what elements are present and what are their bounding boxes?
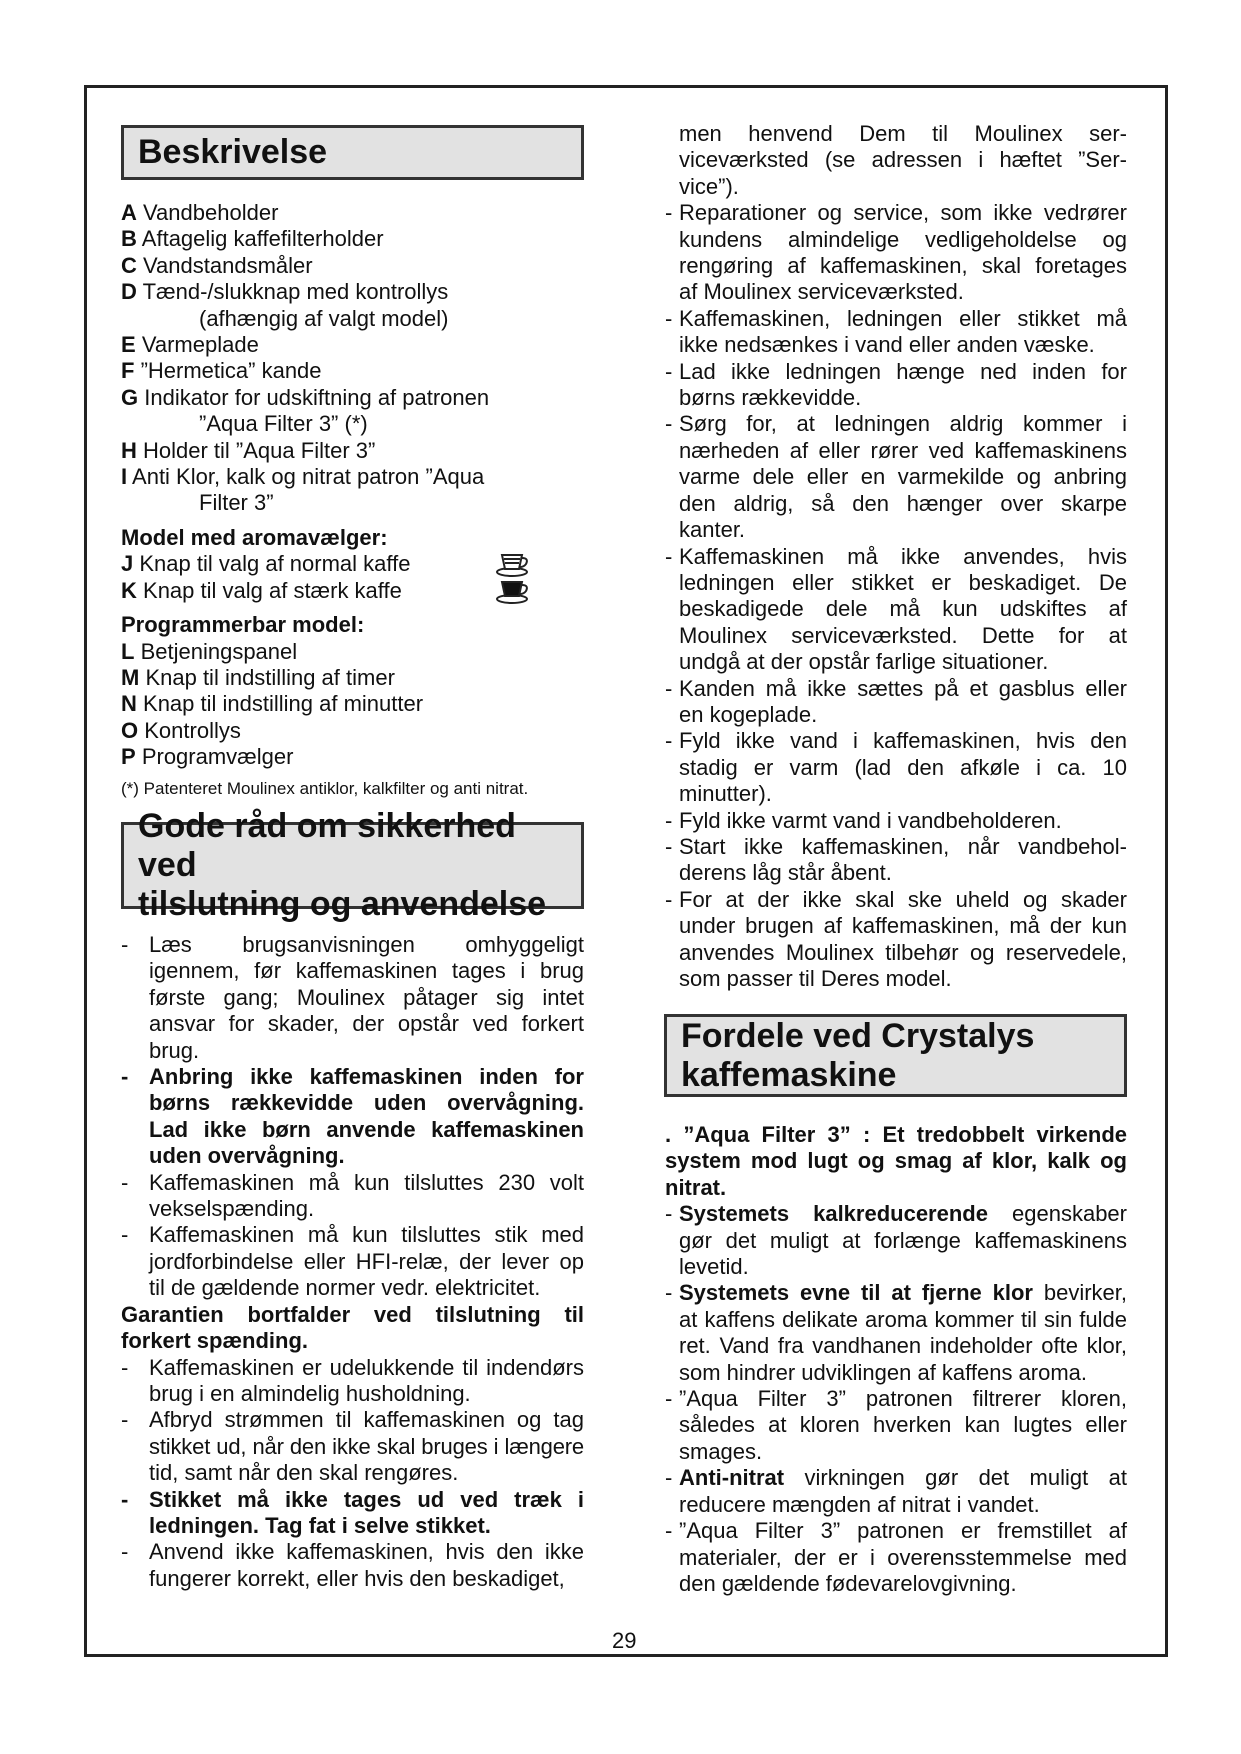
text-line: system mod lugt og smag af klor, kalk og <box>665 1148 1127 1174</box>
text-line: første gang; Moulinex påtager sig intet <box>149 984 584 1010</box>
list-item <box>665 1201 1127 1280</box>
list-item <box>665 411 1127 543</box>
text-line: gør det muligt at forlænge kaffemaskinens <box>679 1227 1127 1253</box>
text-line: Kanden må ikke sættes på et gasblus eller <box>679 675 1127 701</box>
heading-line: kaffemaskine <box>681 1055 897 1094</box>
part-letter: C <box>121 252 137 278</box>
text-line: den gældende fødevarelovgivning. <box>679 1570 1017 1596</box>
text-line: nærheden af eller rører ved kaffemaskinens <box>679 437 1127 463</box>
list-item-part-a <box>121 200 584 226</box>
part-letter: B <box>121 226 137 252</box>
part-label: Knap til indstilling af timer <box>145 664 395 690</box>
list-item-part-n <box>121 691 584 717</box>
section-heading-description <box>121 125 584 180</box>
part-label: ”Hermetica” kande <box>140 358 322 384</box>
text-line: Garantien bortfalder ved tilslutning til <box>121 1301 584 1327</box>
text-phrase: virkningen gør det muligt at <box>784 1465 1127 1491</box>
list-item <box>121 1222 584 1301</box>
bullet-dash: - <box>665 411 673 437</box>
text-line: børns rækkevidde. <box>679 385 862 411</box>
text-line: Kaffemaskinen, ledningen eller stikket må <box>679 305 1127 331</box>
list-item <box>665 1386 1127 1465</box>
text-line: af Moulinex serviceværksted. <box>679 279 964 305</box>
part-label: Knap til valg af stærk kaffe <box>143 577 402 603</box>
text-line: den aldrig, så den hænger over skarpe <box>679 490 1127 516</box>
bullet-dash: - <box>665 1518 673 1544</box>
list-item-part-l <box>121 639 584 665</box>
text-line: For at der ikke skal ske uheld og skader <box>679 886 1127 912</box>
list-item <box>665 887 1127 993</box>
part-letter: H <box>121 437 137 463</box>
list-item-part-b <box>121 226 584 252</box>
parts-list <box>121 200 584 801</box>
text-line: kanter. <box>679 517 746 543</box>
bullet-dash: - <box>665 886 673 912</box>
part-label-continued: Filter 3” <box>199 490 274 516</box>
heading-line: Fordele ved Crystalys <box>681 1016 1035 1055</box>
text-line: til de gældende normer vedr. elektricitet. <box>149 1275 541 1301</box>
text-line: Reparationer og service, som ikke vedrører <box>679 200 1127 226</box>
part-letter: N <box>121 691 137 717</box>
text-line: Kaffemaskinen må kun tilsluttes 230 volt <box>149 1169 584 1195</box>
text-line: Stikket må ikke tages ud ved træk i <box>149 1486 584 1512</box>
text-line: forkert spænding. <box>121 1328 309 1354</box>
text-line: undgå at der opstår farlige situationer. <box>679 649 1049 675</box>
list-item-part-g <box>121 385 584 438</box>
list-item <box>665 676 1127 729</box>
subheading-programmable: Programmerbar model: <box>121 612 365 638</box>
text-line: brug i en almindelig husholdning. <box>149 1380 471 1406</box>
text-line: materialer, der er i overensstemmelse med <box>679 1544 1127 1570</box>
bold-phrase: Systemets evne til at fjerne klor <box>679 1280 1033 1306</box>
bullet-dash: - <box>665 1465 673 1491</box>
text-phrase: bevirker, <box>1032 1280 1127 1306</box>
part-label-continued: ”Aqua Filter 3” (*) <box>199 411 368 437</box>
text-line: Kaffemaskinen må ikke anvendes, hvis <box>679 543 1127 569</box>
part-label: Betjeningspanel <box>140 638 298 664</box>
text-line: varme dele eller en varmekilde og anbring <box>679 464 1127 490</box>
list-item <box>121 1487 584 1540</box>
bullet-dash: - <box>665 675 673 701</box>
subheading-aroma: Model med aromavælger: <box>121 524 388 550</box>
bullet-dash: - <box>121 1407 129 1433</box>
text-line: vice”). <box>679 173 739 199</box>
text-line: børns rækkevidde uden overvågning. <box>149 1090 584 1116</box>
list-item <box>121 932 584 1064</box>
part-letter: K <box>121 577 137 603</box>
part-label: Knap til valg af normal kaffe <box>139 551 411 577</box>
list-item-part-m <box>121 665 584 691</box>
list-item-part-e <box>121 332 584 358</box>
list-item <box>121 1302 584 1355</box>
section-heading-benefits <box>664 1014 1127 1097</box>
list-item-part-p <box>121 744 584 770</box>
list-item <box>665 1122 1127 1201</box>
part-letter: E <box>121 332 136 358</box>
text-line: ”Aqua Filter 3” patronen filtrerer kloren, <box>679 1386 1127 1412</box>
text-line: ikke nedsænkes i vand eller anden væske. <box>679 332 1095 358</box>
part-label: Kontrollys <box>144 717 241 743</box>
list-item-part-o <box>121 718 584 744</box>
bold-phrase: Anti-nitrat <box>679 1465 785 1491</box>
text-line: stadig er varm (lad den afkøle i ca. 10 <box>679 754 1127 780</box>
text-line: Kaffemaskinen må kun tilsluttes stik med <box>149 1222 584 1248</box>
bold-phrase: Systemets kalkreducerende <box>679 1201 988 1227</box>
normal-coffee-cup-icon <box>495 551 533 577</box>
list-item <box>665 306 1127 359</box>
bullet-dash: - <box>665 728 673 754</box>
bullet-dash: - <box>665 1280 673 1306</box>
part-letter: A <box>121 200 137 225</box>
bullet-dash: - <box>665 807 673 833</box>
part-label: Aftagelig kaffefilterholder <box>141 226 384 252</box>
list-item-part-c <box>121 253 584 279</box>
text-line: nitrat. <box>665 1174 727 1200</box>
text-line: Lad ikke børn anvende kaffemaskinen <box>149 1116 584 1142</box>
text-line: ret. Vand fra vandhanen indeholder ofte klor, <box>679 1333 1127 1359</box>
text-line: igennem, før kaffemaskinen tages i brug <box>149 958 584 984</box>
text-line: under brugen af kaffemaskinen, må der kun <box>679 913 1127 939</box>
heading-line: tilslutning og anvendelse <box>138 885 547 923</box>
footnote: (*) Patenteret Moulinex antiklor, kalkfilter og anti nitrat. <box>121 778 529 798</box>
text-line: brug. <box>149 1037 200 1063</box>
bullet-dash: - <box>665 833 673 859</box>
bullet-dash: - <box>121 1354 129 1380</box>
part-label: Holder til ”Aqua Filter 3” <box>143 437 376 463</box>
list-item <box>665 1280 1127 1386</box>
part-label: Anti Klor, kalk og nitrat patron ”Aqua <box>132 464 485 490</box>
list-item <box>121 1355 584 1408</box>
text-line: ledningen. Tag fat i selve stikket. <box>149 1512 491 1538</box>
text-line: beskadigede dele må kun udskiftes af <box>679 596 1127 622</box>
text-line: Fyld ikke vand i kaffemaskinen, hvis den <box>679 728 1127 754</box>
safety-list <box>121 932 584 1592</box>
part-label: Knap til indstilling af minutter <box>143 691 424 717</box>
part-letter: O <box>121 717 139 743</box>
text-line: uden overvågning. <box>149 1143 345 1169</box>
bullet-dash: - <box>121 1222 129 1248</box>
bullet-dash: - <box>665 543 673 569</box>
text-line: Lad ikke ledningen hænge ned inden for <box>679 358 1127 384</box>
text-line: fungerer korrekt, eller hvis den beskadiget, <box>149 1565 565 1591</box>
text-line: anvendes Moulinex tilbehør og reservedele, <box>679 939 1127 965</box>
text-line: rengøring af kaffemaskinen, skal foretages <box>679 253 1127 279</box>
part-letter: L <box>121 638 135 664</box>
text-line: vekselspænding. <box>149 1196 315 1222</box>
text-line: Start ikke kaffemaskinen, når vandbehol- <box>679 833 1127 859</box>
text-line: Fyld ikke varmt vand i vandbeholderen. <box>679 807 1062 833</box>
heading-text: Beskrivelse <box>138 133 328 171</box>
list-item <box>665 121 1127 200</box>
part-letter: J <box>121 551 134 577</box>
heading-line: Gode råd om sikkerhed ved <box>138 807 516 884</box>
part-letter: M <box>121 664 140 690</box>
list-item-part-d <box>121 279 584 332</box>
bullet-dash: - <box>665 200 673 226</box>
benefits-list <box>665 1122 1127 1597</box>
part-label: Vandbeholder <box>143 200 279 225</box>
bullet-dash: - <box>121 1539 129 1565</box>
bullet-dash: - <box>121 1064 129 1090</box>
bullet-dash: - <box>665 358 673 384</box>
text-line: Læs brugsanvisningen omhyggeligt <box>149 932 584 957</box>
text-line: en kogeplade. <box>679 701 818 727</box>
text-line: Anvend ikke kaffemaskinen, hvis den ikke <box>149 1539 584 1565</box>
list-item <box>121 1170 584 1223</box>
part-label-continued: (afhængig af valgt model) <box>199 305 449 331</box>
text-line: jordforbindelse eller HFI-relæ, der lever op <box>149 1248 584 1274</box>
part-letter: P <box>121 744 136 770</box>
text-line: Sørg for, at ledningen aldrig kommer i <box>679 411 1127 437</box>
list-item <box>665 834 1127 887</box>
safety-list-continued <box>665 121 1127 992</box>
text-line <box>679 1201 1127 1227</box>
text-line: viceværksted (se adressen i hæftet ”Ser- <box>679 147 1127 173</box>
strong-coffee-cup-icon <box>495 578 533 604</box>
list-item-part-j <box>121 551 584 577</box>
list-item-part-i <box>121 464 584 517</box>
list-item <box>665 1465 1127 1518</box>
text-line: men henvend Dem til Moulinex ser- <box>679 121 1127 146</box>
list-item <box>121 1407 584 1486</box>
text-line: Anbring ikke kaffemaskinen inden for <box>149 1064 584 1090</box>
list-item-part-h <box>121 438 584 464</box>
list-item <box>121 1064 584 1170</box>
list-item <box>121 1539 584 1592</box>
list-item <box>665 808 1127 834</box>
text-phrase: egenskaber <box>987 1201 1127 1227</box>
text-line: Afbryd strømmen til kaffemaskinen og tag <box>149 1407 584 1433</box>
text-line: tid, samt når den skal rengøres. <box>149 1460 459 1486</box>
text-line: som passer til Deres model. <box>679 966 952 991</box>
list-item <box>665 1518 1127 1597</box>
text-line: som hindrer udviklingen af kaffens aroma. <box>679 1359 1088 1385</box>
list-item <box>665 544 1127 676</box>
part-label: Tænd-/slukknap med kontrollys <box>142 279 449 305</box>
bullet-dash: - <box>665 1386 673 1412</box>
text-line: reducere mængden af nitrat i vandet. <box>679 1491 1040 1517</box>
text-line: kundens almindelige vedligeholdelse og <box>679 226 1127 252</box>
part-letter: G <box>121 384 139 410</box>
part-label: Programvælger <box>141 744 294 770</box>
list-item <box>665 359 1127 412</box>
section-heading-safety <box>121 807 584 923</box>
text-line: således at kloren hverken kan lugtes eller <box>679 1412 1127 1438</box>
list-item-part-f <box>121 358 584 384</box>
text-line: . ”Aqua Filter 3” : Et tredobbelt virkende <box>665 1122 1127 1147</box>
text-line: levetid. <box>679 1254 749 1280</box>
bullet-dash: - <box>121 1169 129 1195</box>
list-item <box>665 200 1127 306</box>
part-label: Indikator for udskiftning af patronen <box>144 384 490 410</box>
part-letter: F <box>121 358 135 384</box>
list-item <box>665 728 1127 807</box>
part-letter: I <box>121 464 128 490</box>
text-line: at kaffens delikate aroma kommer til sin fulde <box>679 1306 1127 1332</box>
text-line: smages. <box>679 1438 763 1464</box>
part-label: Varmeplade <box>141 332 259 358</box>
text-line: Kaffemaskinen er udelukkende til indendørs <box>149 1354 584 1380</box>
text-line: derens låg står åbent. <box>679 860 892 886</box>
bullet-dash: - <box>665 1201 673 1227</box>
bullet-dash: - <box>665 305 673 331</box>
text-line: Moulinex serviceværksted. Dette for at <box>679 622 1127 648</box>
part-letter: D <box>121 279 137 305</box>
bullet-dash: - <box>121 1486 129 1512</box>
text-line: stikket ud, når den ikke skal bruges i længere <box>149 1433 584 1459</box>
text-line: ledningen eller stikket er beskadiget. De <box>679 569 1127 595</box>
part-label: Vandstandsmåler <box>143 252 313 278</box>
text-line: ansvar for skader, der opstår ved forkert <box>149 1011 584 1037</box>
page-number: 29 <box>612 1628 637 1653</box>
text-line <box>679 1465 1127 1491</box>
text-line: ”Aqua Filter 3” patronen er fremstillet af <box>679 1518 1127 1544</box>
text-line: minutter). <box>679 781 772 807</box>
text-line <box>679 1280 1127 1306</box>
bullet-dash: - <box>121 932 129 957</box>
list-item-part-k <box>121 578 584 604</box>
